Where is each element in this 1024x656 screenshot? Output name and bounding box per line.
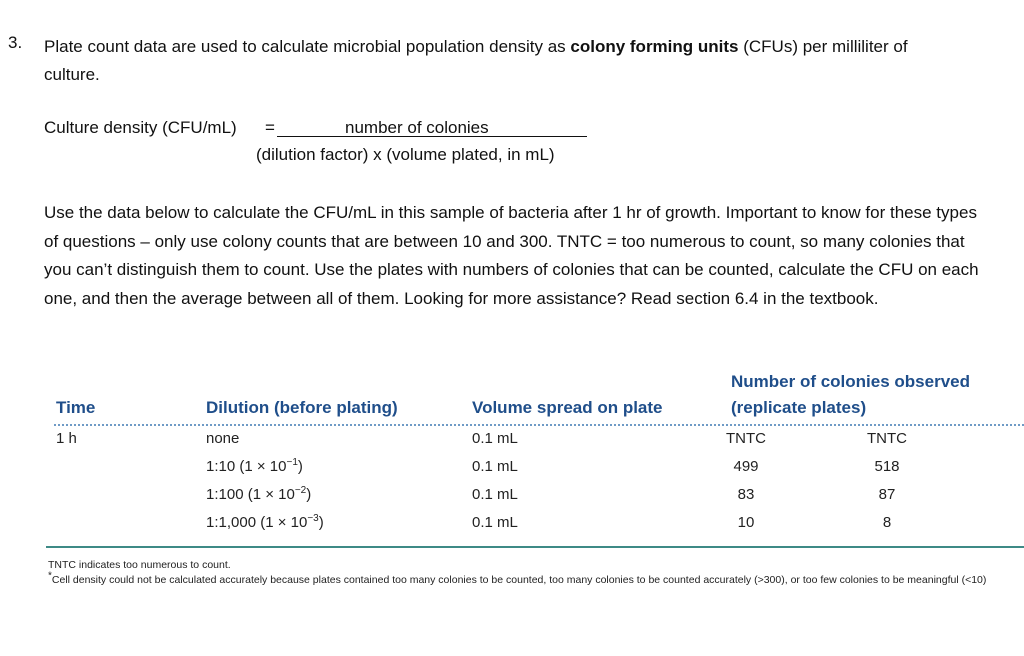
cell-dilution: none	[206, 430, 240, 447]
question-number: 3.	[8, 33, 23, 52]
header-divider	[54, 424, 1024, 426]
cell-volume: 0.1 mL	[472, 430, 518, 447]
instructions-paragraph: Use the data below to calculate the CFU/mL in this sample of bacteria after 1 hr of growth. Important to know for these types of questions – only use colony counts that are between 10 and 300. TNTC = too numerous to count, so many colonies that you can’t distinguish them to count. Use the plates with numbers of colonies that can be counted, calculate the CFU on each one, and then the average between all of them. Looking for more assistance? Read section 6.4 in the textbook.	[44, 203, 979, 308]
header-time: Time	[56, 398, 96, 417]
formula-label: Culture density (CFU/mL)	[44, 118, 237, 137]
cell-time: 1 h	[56, 430, 77, 447]
footnote-tntc: TNTC indicates too numerous to count.	[48, 559, 231, 571]
formula-denominator: (dilution factor) x (volume plated, in mL)	[256, 145, 555, 164]
formula-equals: =	[265, 118, 275, 137]
fraction-bar	[277, 136, 587, 137]
cell-volume: 0.1 mL	[472, 486, 518, 503]
header-colonies: Number of colonies observed (replicate plates)	[731, 372, 970, 417]
question-text-before: Plate count data are used to calculate microbial population density as	[44, 37, 571, 56]
cell-replicate-1: 10	[737, 514, 755, 531]
cell-volume: 0.1 mL	[472, 514, 518, 531]
cell-replicate-1: TNTC	[726, 430, 766, 447]
cell-replicate-2: 518	[874, 458, 900, 475]
question-bold-term: colony forming units	[570, 37, 739, 56]
cell-dilution: 1:100 $(1 \times 10^{-2})$	[206, 485, 312, 503]
cell-replicate-1: 499	[733, 458, 759, 475]
footnote-cell-density: *Cell density could not be calculated accurately because plates contained too many colonies to be counted, too many colonies to be counted accurately (>300), or too few colonies to be meaningful (<10)	[48, 570, 987, 586]
cell-dilution: 1:10 $(1 \times 10^{-1})$	[206, 457, 303, 475]
cell-dilution: 1:1,000 $(1 \times 10^{-3})$	[206, 513, 324, 531]
table-bottom-rule	[46, 546, 1024, 548]
question-text-after: (CFUs) per milliliter of culture.	[44, 37, 908, 84]
header-dilution: Dilution (before plating)	[206, 398, 398, 417]
cell-replicate-1: 83	[737, 486, 755, 503]
cell-replicate-2: TNTC	[867, 430, 907, 447]
cell-replicate-2: 8	[882, 514, 892, 531]
cell-replicate-2: 87	[878, 486, 896, 503]
footnote-marker: *	[48, 570, 52, 582]
question-text	[44, 33, 944, 89]
cell-volume: 0.1 mL	[472, 458, 518, 475]
formula-numerator: number of colonies	[345, 118, 489, 137]
header-volume: Volume spread on plate	[472, 398, 663, 417]
